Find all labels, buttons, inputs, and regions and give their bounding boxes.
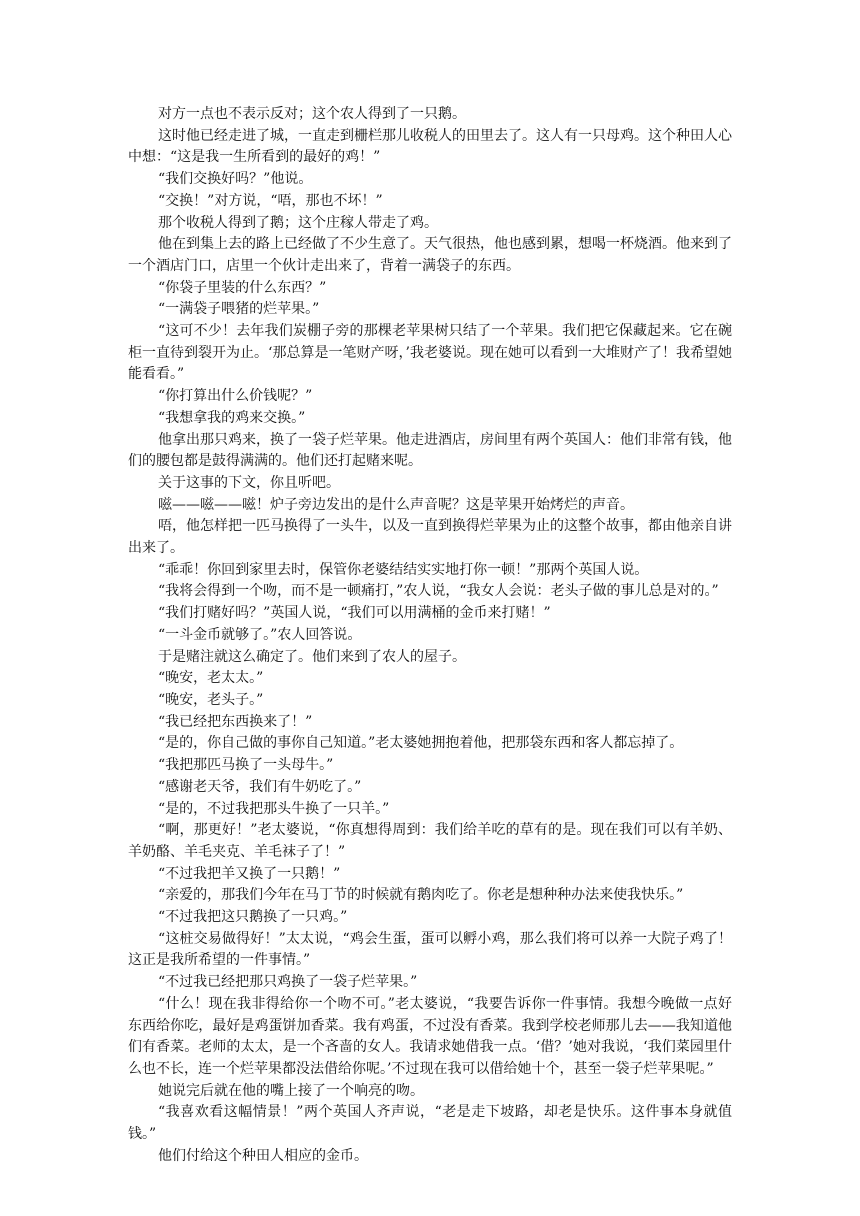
- paragraph: “我想拿我的鸡来交换。”: [158, 409, 306, 426]
- paragraph: “我们打赌好吗？”英国人说，“我们可以用满桶的金币来打赌！”: [158, 605, 551, 622]
- document-page: [128, 104, 732, 1167]
- paragraph: “这可不少！去年我们炭棚子旁的那棵老苹果树只结了一个苹果。我们把它保藏起来。它在碗柜一直待到裂开为止。‘那总算是一笔财产呀，’我老婆说。现在她可以看到一大堆财产了！我希望她能看看。”: [128, 323, 732, 383]
- paragraph: 于是赌注就这么确定了。他们来到了农人的屋子。: [158, 648, 466, 665]
- paragraph: “我已经把东西换来了！”: [158, 713, 313, 730]
- paragraph: 他拿出那只鸡来，换了一袋子烂苹果。他走进酒店，房间里有两个英国人：他们非常有钱，他们的腰包都是鼓得满满的。他们还打起赌来呢。: [128, 431, 732, 470]
- paragraph: “不过我把这只鹅换了一只鸡。”: [158, 909, 348, 926]
- paragraph: 嗞——嗞——嗞！炉子旁边发出的是什么声音呢？这是苹果开始烤烂的声音。: [158, 496, 634, 513]
- paragraph: “是的，你自己做的事你自己知道。”老太婆她拥抱着他，把那袋东西和客人都忘掉了。: [158, 735, 684, 752]
- paragraph: 他在到集上去的路上已经做了不少生意了。天气很热，他也感到累，想喝一杯烧酒。他来到了一个酒店门口，店里一个伙计走出来了，背着一满袋子的东西。: [128, 236, 732, 274]
- paragraph: 那个收税人得到了鹅；这个庄稼人带走了鸡。: [158, 214, 438, 231]
- paragraph: “乖乖！你回到家里去时，保管你老婆结结实实地打你一顿！”那两个英国人说。: [158, 561, 649, 578]
- paragraph: “晚安，老头子。”: [158, 691, 264, 708]
- paragraph: 对方一点也不表示反对；这个农人得到了一只鹅。: [158, 106, 466, 122]
- paragraph: 关于这事的下文，你且听吧。: [158, 474, 340, 491]
- paragraph: “我们交换好吗？”他说。: [158, 171, 313, 188]
- paragraph: “什么！现在我非得给你一个吻不可。”老太婆说，“我要告诉你一件事情。我想今晚做一点好东西给你吃，最好是鸡蛋饼加香菜。我有鸡蛋，不过没有香菜。我到学校老师那儿去——我知道他们有香菜。老师的太太，是一个吝啬的女人。我请求她借我一点。‘借？’她对我说，‘我们菜园里什么也不长，连一个烂苹果都没法借给你呢。’不过现在我可以借给她十个，甚至一袋子烂苹果呢。”: [128, 995, 732, 1077]
- paragraph: “一满袋子喂猪的烂苹果。”: [158, 301, 320, 318]
- paragraph: 这时他已经走进了城，一直走到栅栏那儿收税人的田里去了。这人有一只母鸡。这个种田人心中想：“这是我一生所看到的最好的鸡！”: [128, 127, 732, 166]
- paragraph: “亲爱的，那我们今年在马丁节的时候就有鹅肉吃了。你老是想种种办法来使我快乐。”: [158, 887, 684, 904]
- paragraph: “感谢老天爷，我们有牛奶吃了。”: [158, 778, 362, 795]
- paragraph: “你打算出什么价钱呢？”: [158, 388, 313, 405]
- paragraph: “不过我已经把那只鸡换了一袋子烂苹果。”: [158, 974, 418, 991]
- paragraph: 她说完后就在他的嘴上接了一个响亮的吻。: [158, 1082, 424, 1099]
- paragraph: 他们付给这个种田人相应的金币。: [158, 1147, 368, 1164]
- paragraph: “一斗金币就够了。”农人回答说。: [158, 626, 362, 643]
- paragraph: “我喜欢看这幅情景！”两个英国人齐声说，“老是走下坡路，却老是快乐。这件事本身就值钱。”: [128, 1104, 732, 1143]
- paragraph: “啊，那更好！”老太婆说，“你真想得周到：我们给羊吃的草有的是。现在我们可以有羊奶、羊奶酪、羊毛夹克、羊毛袜子了！”: [128, 822, 732, 860]
- paragraph: “我将会得到一个吻，而不是一顿痛打，”农人说，“我女人会说：老头子做的事儿总是对的。”: [158, 583, 719, 600]
- paragraph: “不过我把羊又换了一只鹅！”: [158, 865, 341, 882]
- paragraph: “你袋子里装的什么东西？”: [158, 279, 327, 296]
- paragraph: “交换！”对方说，“唔，那也不坏！”: [158, 192, 383, 209]
- paragraph: “是的，不过我把那头牛换了一只羊。”: [158, 800, 390, 817]
- paragraph: 唔，他怎样把一匹马换得了一头牛，以及一直到换得烂苹果为止的这整个故事，都由他亲自讲出来了。: [128, 518, 732, 557]
- paragraph: “这桩交易做得好！”太太说，“鸡会生蛋，蛋可以孵小鸡，那么我们将可以养一大院子鸡了！这正是我所希望的一件事情。”: [128, 930, 732, 969]
- paragraph: “晚安，老太太。”: [158, 670, 264, 687]
- paragraph: “我把那匹马换了一头母牛。”: [158, 757, 334, 774]
